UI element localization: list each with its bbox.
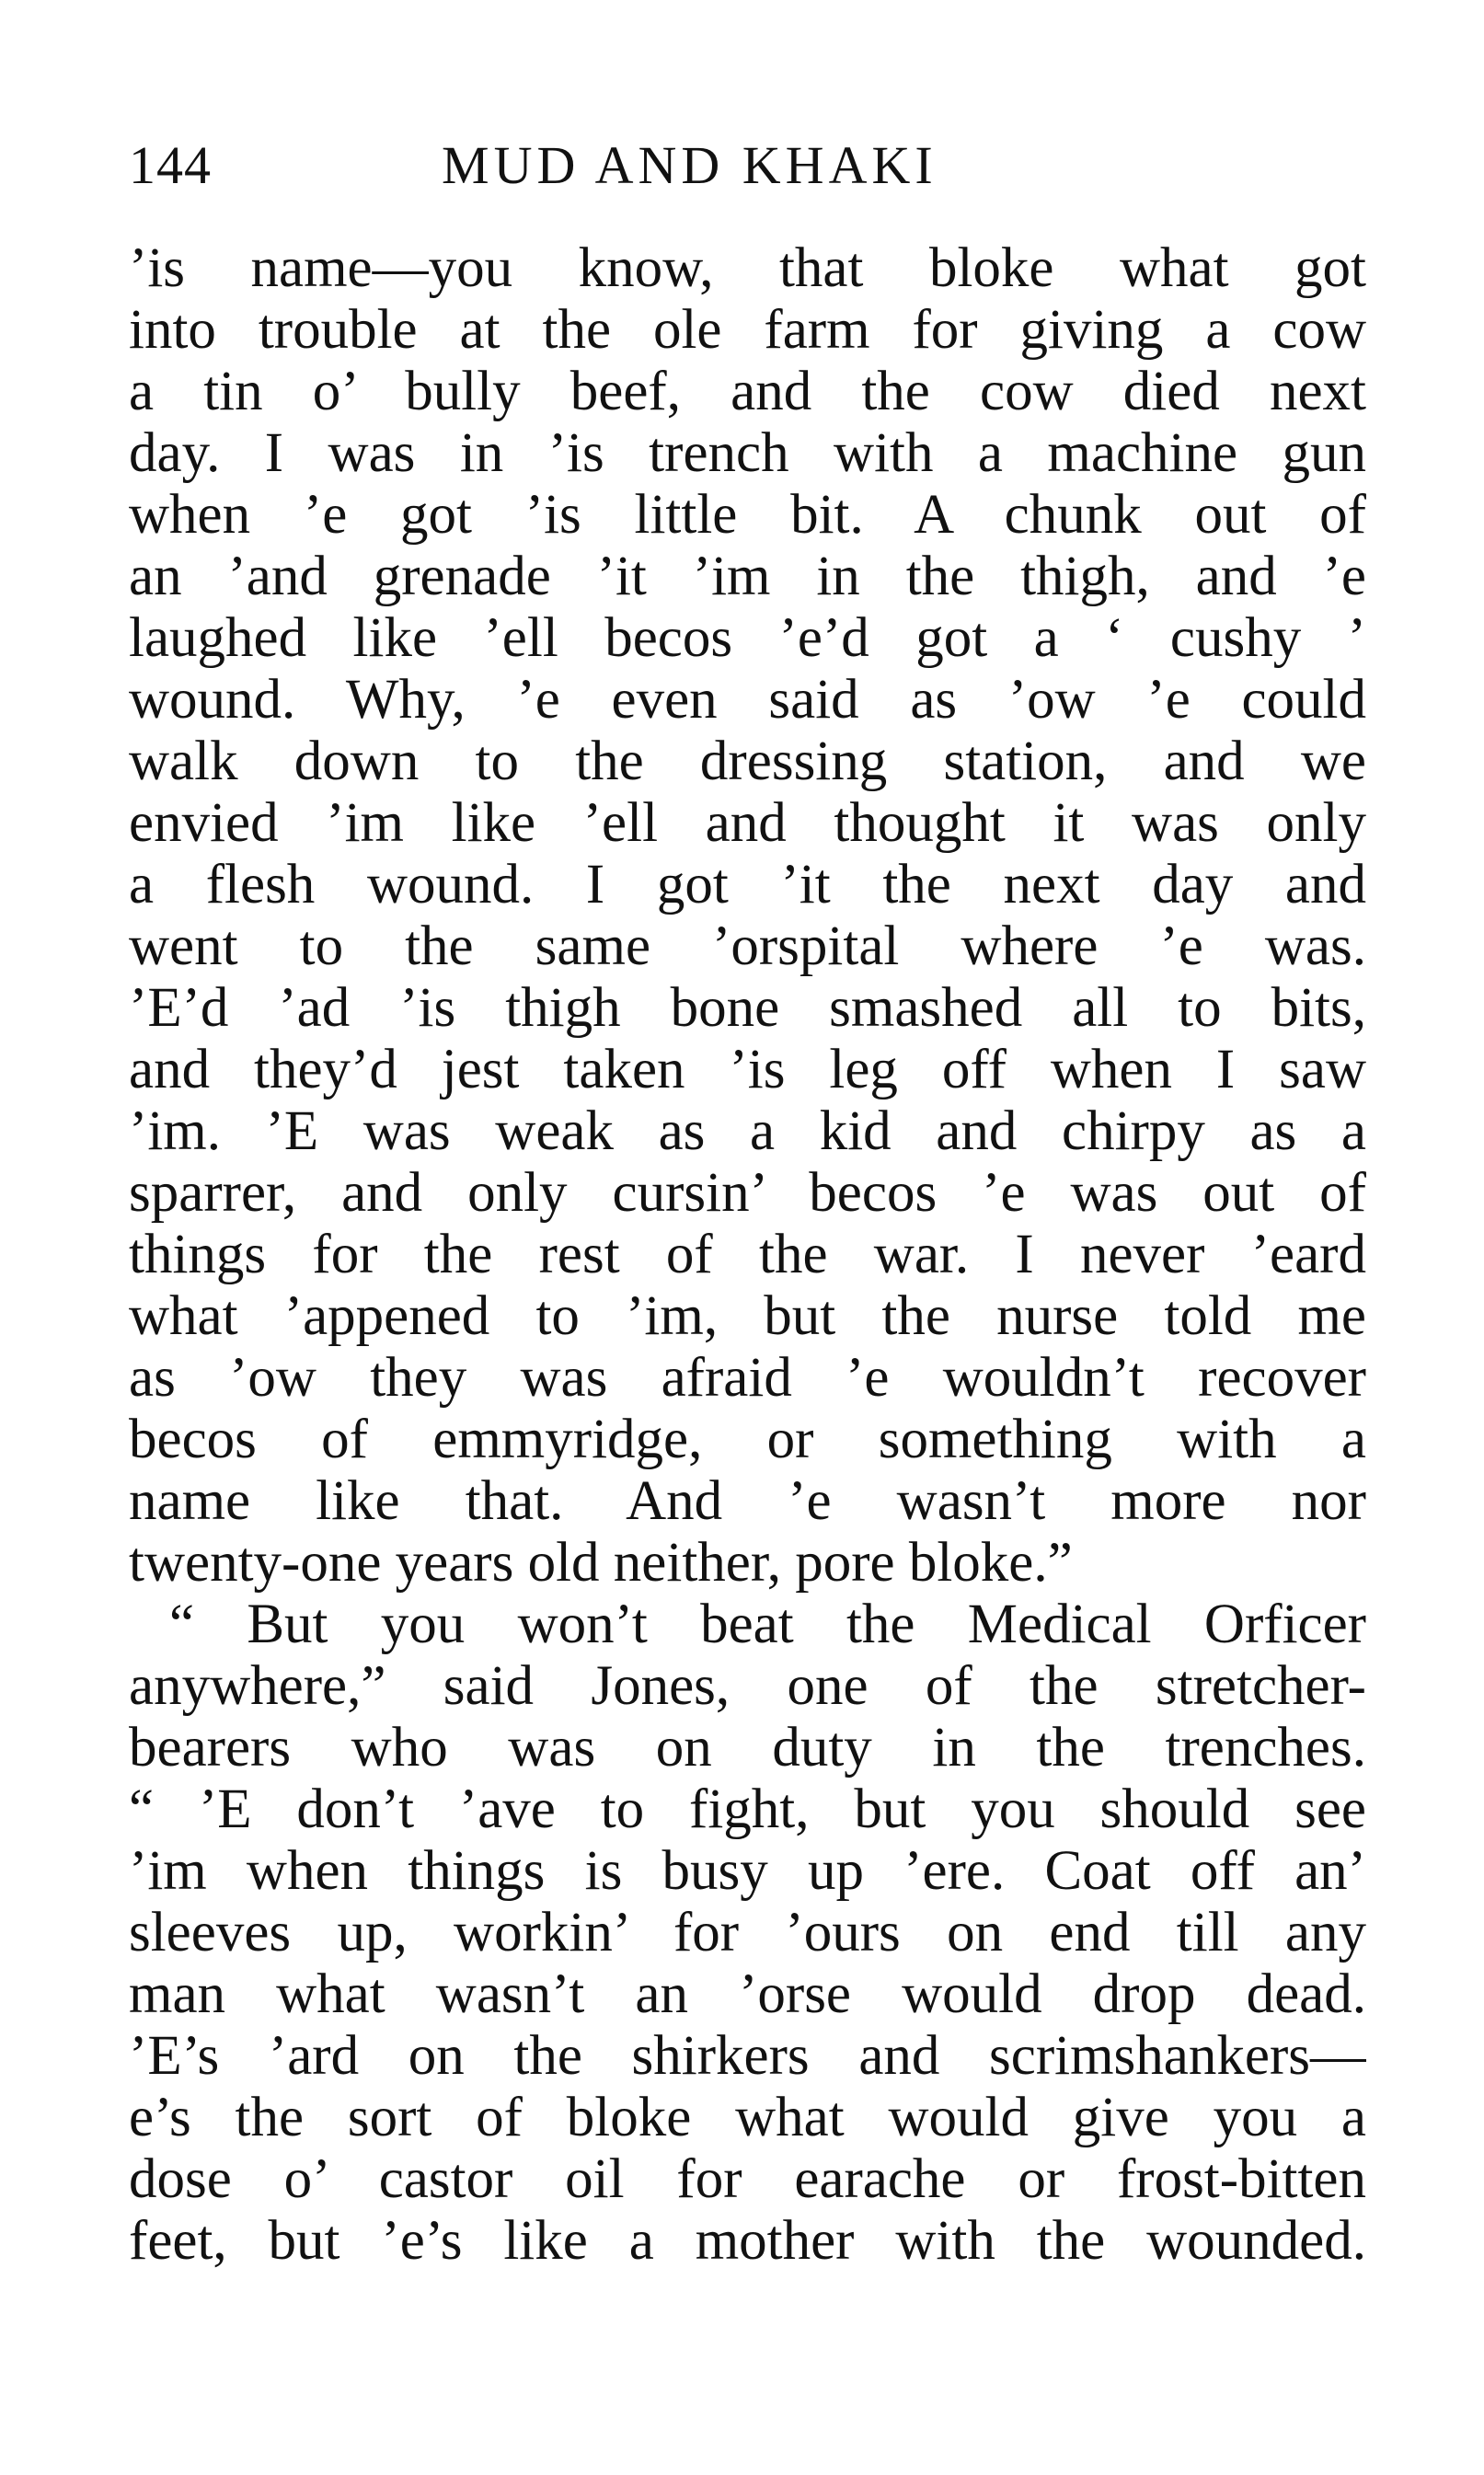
text-line: becos of emmyridge, or something with a — [129, 1409, 1366, 1470]
paragraph-last-line: twenty-one years old neither, pore bloke.” — [129, 1532, 1073, 1594]
text-line: an ’and grenade ’it ’im in the thigh, and ’e — [129, 546, 1366, 607]
text-line: anywhere,” said Jones, one of the stretcher- — [129, 1655, 1366, 1717]
text-line: ’is name—you know, that bloke what got — [129, 237, 1366, 299]
text-line: name like that. And ’e wasn’t more nor — [129, 1470, 1366, 1532]
text-line: dose o’ castor oil for earache or frost-bitten — [129, 2148, 1366, 2210]
text-line: a flesh wound. I got ’it the next day and — [129, 854, 1366, 915]
text-line: ’im when things is busy up ’ere. Coat off an’ — [129, 1840, 1366, 1902]
text-line: walk down to the dressing station, and we — [129, 731, 1366, 792]
text-line: as ’ow they was afraid ’e wouldn’t recover — [129, 1347, 1366, 1409]
text-line: feet, but ’e’s like a mother with the wounded. — [129, 2210, 1366, 2272]
page-number: 144 — [129, 135, 212, 195]
text-line: wound. Why, ’e even said as ’ow ’e could — [129, 669, 1366, 731]
text-line: what ’appened to ’im, but the nurse told me — [129, 1285, 1366, 1347]
text-line: into trouble at the ole farm for giving a cow — [129, 299, 1366, 361]
text-line: ’im. ’E was weak as a kid and chirpy as a — [129, 1100, 1366, 1162]
text-line: e’s the sort of bloke what would give you a — [129, 2087, 1366, 2148]
page-header — [129, 129, 1366, 202]
text-line: a tin o’ bully beef, and the cow died next — [129, 361, 1366, 422]
text-line: things for the rest of the war. I never ’eard — [129, 1224, 1366, 1285]
paragraph-first-line: “ But you won’t beat the Medical Orficer — [169, 1594, 1366, 1655]
text-line: laughed like ’ell becos ’e’d got a ‘ cushy ’ — [129, 607, 1366, 669]
text-line: sleeves up, workin’ for ’ours on end till any — [129, 1902, 1366, 1963]
text-line: when ’e got ’is little bit. A chunk out of — [129, 484, 1366, 546]
text-line: ’E’d ’ad ’is thigh bone smashed all to bits, — [129, 977, 1366, 1039]
text-line: bearers who was on duty in the trenches. — [129, 1717, 1366, 1779]
text-line: went to the same ’orspital where ’e was. — [129, 915, 1366, 977]
text-line: day. I was in ’is trench with a machine gun — [129, 422, 1366, 484]
text-line: and they’d jest taken ’is leg off when I saw — [129, 1039, 1366, 1100]
text-line: “ ’E don’t ’ave to fight, but you should see — [129, 1779, 1366, 1840]
running-title: MUD AND KHAKI — [442, 135, 938, 195]
text-line: man what wasn’t an ’orse would drop dead. — [129, 1963, 1366, 2025]
text-line: sparrer, and only cursin’ becos ’e was out of — [129, 1162, 1366, 1224]
text-line: envied ’im like ’ell and thought it was only — [129, 792, 1366, 854]
text-line: ’E’s ’ard on the shirkers and scrimshankers— — [129, 2025, 1366, 2087]
body-text — [129, 237, 1366, 2272]
